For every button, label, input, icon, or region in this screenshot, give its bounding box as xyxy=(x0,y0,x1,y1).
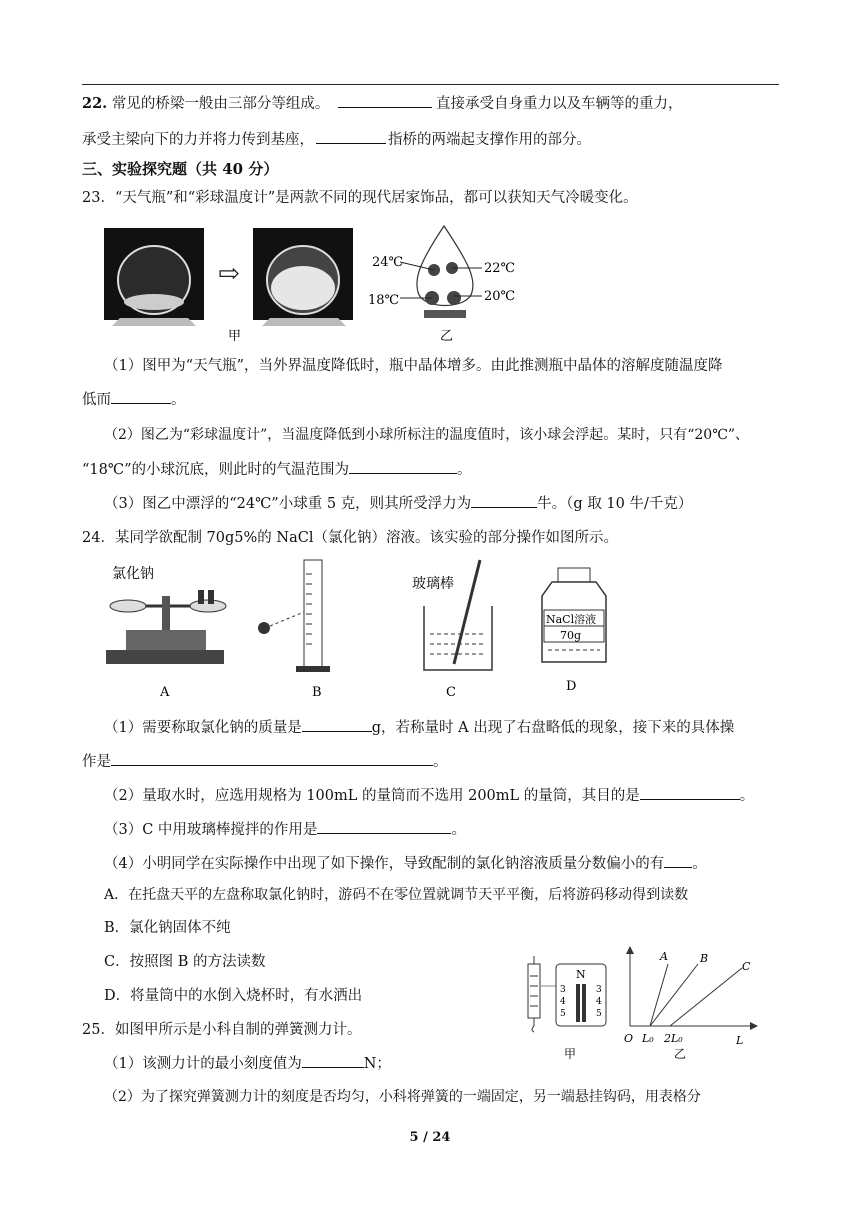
q25-blank-1[interactable] xyxy=(302,1053,364,1068)
page-number: 5 / 24 xyxy=(409,1130,451,1145)
fig-label-a: A xyxy=(160,685,170,700)
balance-apparatus xyxy=(106,565,226,664)
q24-blank-5[interactable] xyxy=(664,853,692,868)
q23-blank-1[interactable] xyxy=(111,389,171,404)
q24-option-c: C．按照图 B 的方法读数 xyxy=(104,954,266,970)
graph-line-b: B xyxy=(700,952,709,965)
fig-label-b: B xyxy=(312,685,322,700)
q24-blank-3[interactable] xyxy=(640,785,740,800)
q23-p2-b: “18℃”的小球沉底，则此时的气温范围为 xyxy=(82,462,349,478)
q23-p1-c: 。 xyxy=(171,392,186,408)
q23-p2-line2 xyxy=(82,458,472,479)
q24-p4-b: 。 xyxy=(692,856,707,872)
q24-p1-a: （1）需要称取氯化钠的质量是 xyxy=(104,720,302,736)
q23-p3-b: 牛。（g 取 10 牛/千克） xyxy=(537,496,693,512)
q24-p3-b: 。 xyxy=(451,822,466,838)
scale-num-4-left: 4 xyxy=(560,997,566,1007)
q23-fig-jia-label: 甲 xyxy=(228,329,242,344)
scale-num-5-left: 5 xyxy=(560,1009,566,1019)
q24-option-d: D．将量筒中的水倒入烧杯时，有水洒出 xyxy=(104,988,363,1004)
q23-p1-b: 低而 xyxy=(82,392,111,408)
reagent-bottle xyxy=(542,568,606,662)
q22-text-b: 直接承受自身重力以及车辆等的重力， xyxy=(435,96,683,112)
q24-p2-a: （2）量取水时，应选用规格为 100mL 的量筒而不选用 200mL 的量筒，其目的是 xyxy=(104,788,640,804)
temp-22: 22℃ xyxy=(484,261,516,276)
spring-scale-jia xyxy=(528,956,606,1061)
q25-p2-a: （2）为了探究弹簧测力计的刻度是否均匀，小科将弹簧的一端固定，另一端悬挂钩码，用表格分 xyxy=(104,1089,701,1105)
q23-fig-yi-label: 乙 xyxy=(440,329,454,344)
q24-p2-line xyxy=(104,784,754,805)
q22-line-1 xyxy=(82,92,682,113)
q22-number: 22. xyxy=(82,95,108,112)
q24-p4-a: （4）小明同学在实际操作中出现了如下操作，导致配制的氯化钠溶液质量分数偏小的有 xyxy=(104,856,665,872)
graph-line-a: A xyxy=(660,950,668,963)
q25-fig-jia-label: 甲 xyxy=(564,1047,577,1061)
scale-unit: N xyxy=(576,968,586,981)
q23-p3-line xyxy=(104,492,692,513)
fig-label-c: C xyxy=(446,685,456,700)
eye-icon xyxy=(258,622,270,634)
graph-x-axis-label: L xyxy=(736,1034,744,1047)
section-3-title: 三、实验探究题（共 40 分） xyxy=(82,160,279,178)
q24-blank-4[interactable] xyxy=(317,819,451,834)
scale-num-3-right: 3 xyxy=(596,985,602,995)
q22-blank-2[interactable] xyxy=(316,129,386,144)
q23-p3-a: （3）图乙中漂浮的“24℃”小球重 5 克，则其所受浮力为 xyxy=(104,496,472,512)
q22-line-2 xyxy=(82,128,591,149)
q22-text-d: 指桥的两端起支撑作用的部分。 xyxy=(388,132,591,148)
q22-text-a: 常见的桥梁一般由三部分等组成。 xyxy=(107,96,334,112)
q25-p1-a: （1）该测力计的最小刻度值为 xyxy=(104,1056,302,1072)
q24-p1-c: 作是 xyxy=(82,754,111,770)
q24-p4-line xyxy=(104,852,707,873)
q24-p1-line2 xyxy=(82,750,448,771)
graph-origin: O xyxy=(624,1032,634,1045)
q22-blank-1[interactable] xyxy=(338,93,432,108)
arrow-right-icon: ⇨ xyxy=(218,259,240,289)
q22-text-c: 承受主梁向下的力并将力传到基座， xyxy=(82,132,314,148)
scale-num-3-left: 3 xyxy=(560,985,566,995)
q24-blank-1[interactable] xyxy=(302,717,372,732)
q24-stem: 24．某同学欲配制 70g5%的 NaCl（氯化钠）溶液。该实验的部分操作如图所示。 xyxy=(82,530,618,546)
color-ball-thermometer xyxy=(400,226,482,318)
measuring-cylinder xyxy=(258,560,330,672)
scale-num-5-right: 5 xyxy=(596,1009,602,1019)
q25-figure xyxy=(520,946,780,1068)
q24-p2-b: 。 xyxy=(739,788,755,804)
q25-fig-yi-label: 乙 xyxy=(674,1047,687,1061)
bottle-label-2: 70g xyxy=(560,629,582,642)
label-nacl: 氯化钠 xyxy=(112,566,154,582)
temp-18: 18℃ xyxy=(368,293,400,308)
q24-p1-line1 xyxy=(104,716,734,737)
label-rod: 玻璃棒 xyxy=(412,576,454,592)
scale-num-4-right: 4 xyxy=(596,997,602,1007)
q24-blank-2[interactable] xyxy=(111,751,433,766)
q23-p2-c: 。 xyxy=(457,462,472,478)
q23-p1-line2 xyxy=(82,388,186,409)
q24-option-a: A．在托盘天平的左盘称取氯化钠时，游码不在零位置就调节天平平衡，后将游码移动得到读数 xyxy=(104,887,689,903)
q25-p1-line xyxy=(104,1052,391,1073)
q25-p1-b: N； xyxy=(363,1056,391,1072)
graph-tick-l0: L₀ xyxy=(642,1032,654,1045)
q25-stem: 25．如图甲所示是小科自制的弹簧测力计。 xyxy=(82,1022,362,1038)
q23-p2-a: （2）图乙为“彩球温度计”，当温度降低到小球所标注的温度值时，该小球会浮起。某时，只有“20℃”、 xyxy=(104,427,750,443)
q23-p1-a: （1）图甲为“天气瓶”，当外界温度降低时，瓶中晶体增多。由此推测瓶中晶体的溶解度随温度降 xyxy=(104,358,723,374)
q23-blank-3[interactable] xyxy=(471,493,537,508)
graph-line-c: C xyxy=(742,960,751,973)
fig-label-d: D xyxy=(566,679,577,694)
q23-stem: 23．“天气瓶”和“彩球温度计”是两款不同的现代居家饰品，都可以获知天气冷暖变化。 xyxy=(82,190,638,206)
q24-p1-d: 。 xyxy=(433,754,448,770)
header-rule xyxy=(82,84,779,85)
q24-figure xyxy=(100,554,620,704)
length-graph-yi xyxy=(624,946,758,1061)
temp-20: 20℃ xyxy=(484,289,516,304)
q24-p3-line xyxy=(104,818,466,839)
q24-p3-a: （3）C 中用玻璃棒搅拌的作用是 xyxy=(104,822,318,838)
beaker-stirring xyxy=(412,560,492,670)
q23-figure xyxy=(100,222,520,344)
q24-option-b: B．氯化钠固体不纯 xyxy=(104,920,231,936)
temp-24: 24℃ xyxy=(372,255,404,270)
q23-blank-2[interactable] xyxy=(349,459,457,474)
q24-p1-b: g，若称量时 A 出现了右盘略低的现象，接下来的具体操 xyxy=(371,720,735,736)
graph-tick-2l0: 2L₀ xyxy=(664,1032,683,1045)
bottle-label-1: NaCl溶液 xyxy=(546,613,597,626)
